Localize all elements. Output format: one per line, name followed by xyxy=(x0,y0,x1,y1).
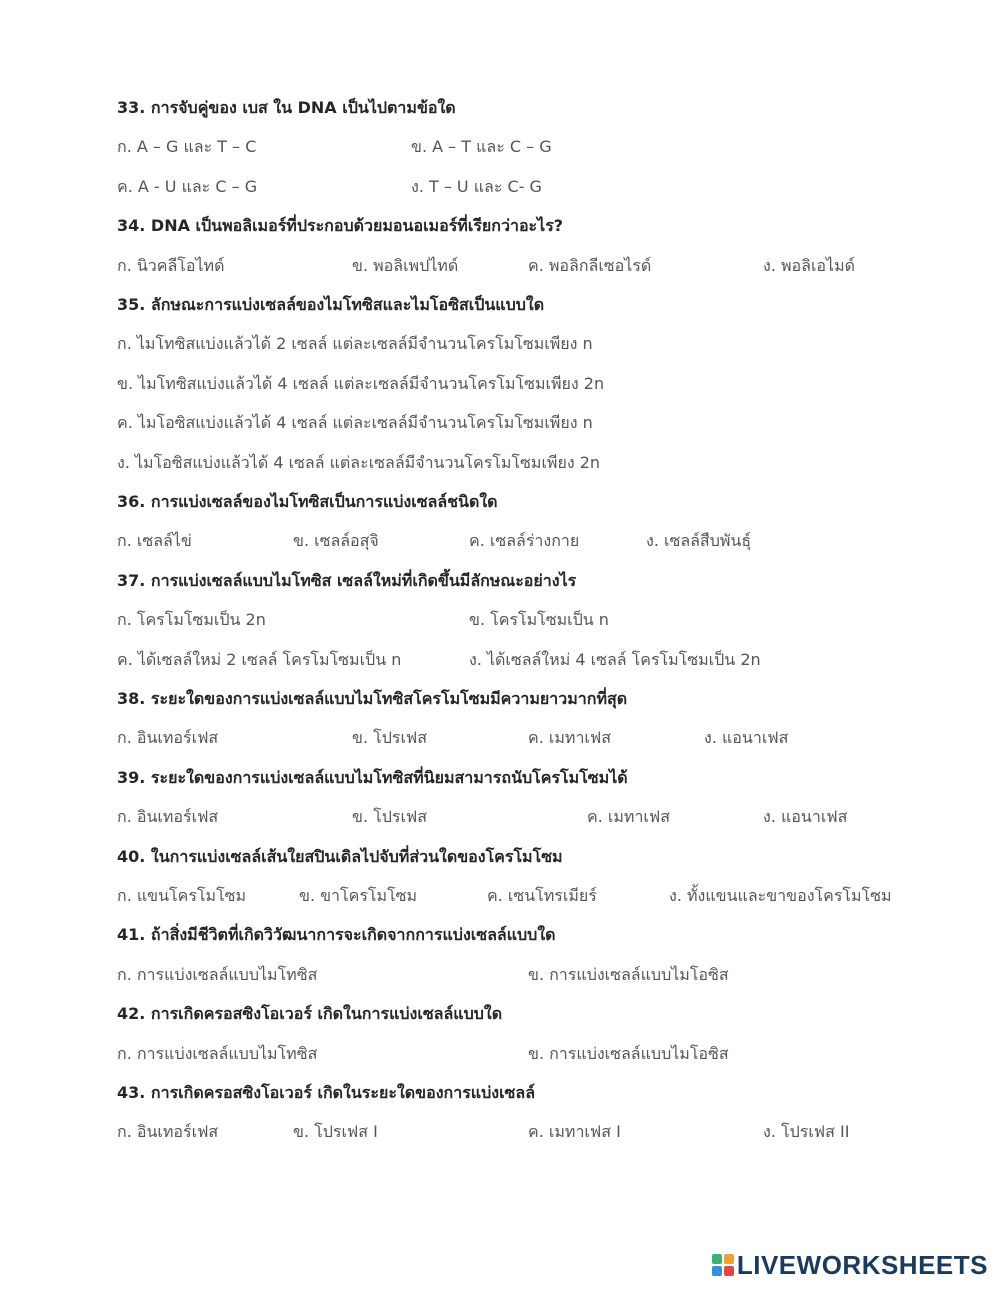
answer-option[interactable]: ก. อินเทอร์เฟส xyxy=(117,1122,219,1142)
answer-option[interactable]: ค. พอลิกลีเซอไรด์ xyxy=(528,255,652,275)
answer-option[interactable]: ค. ได้เซลล์ใหม่ 2 เซลล์ โครโมโซมเป็น n xyxy=(117,649,402,669)
options-row xyxy=(117,804,977,830)
answer-option[interactable]: ค. เมทาเฟส xyxy=(528,728,611,748)
answer-option[interactable]: ค. เมทาเฟส I xyxy=(528,1122,621,1142)
answer-option[interactable]: ก. อินเทอร์เฟส xyxy=(117,807,219,827)
answer-option[interactable]: ก. โครโมโซมเป็น 2n xyxy=(117,610,266,630)
options-row xyxy=(117,1041,977,1067)
answer-option[interactable]: ง. ได้เซลล์ใหม่ 4 เซลล์ โครโมโซมเป็น 2n xyxy=(469,649,761,669)
answer-option[interactable]: ข. โครโมโซมเป็น n xyxy=(469,610,609,630)
answer-option[interactable]: ง. โปรเฟส II xyxy=(763,1122,850,1142)
answer-option[interactable]: ก. อินเทอร์เฟส xyxy=(117,728,219,748)
answer-option[interactable]: ข. โปรเฟส xyxy=(352,807,428,827)
options-row xyxy=(117,253,977,279)
answer-option[interactable]: ง. ไมโอซิสแบ่งแล้วได้ 4 เซลล์ แต่ละเซลล์มีจำนวนโครโมโซมเพียง 2n xyxy=(117,452,601,472)
answer-option[interactable]: ข. เซลล์อสุจิ xyxy=(293,531,379,551)
options-row xyxy=(117,528,977,554)
answer-option[interactable]: ข. โปรเฟส xyxy=(352,728,428,748)
options-row xyxy=(117,725,977,751)
question-37: 37. การแบ่งเซลล์แบบไมโทซิส เซลล์ใหม่ที่เกิดขึ้นมีลักษณะอย่างไร xyxy=(117,570,577,590)
question-41: 41. ถ้าสิ่งมีชีวิตที่เกิดวิวัฒนาการจะเกิดจากการแบ่งเซลล์แบบใด xyxy=(117,925,556,945)
options-row xyxy=(117,450,977,476)
answer-option[interactable]: ก. การแบ่งเซลล์แบบไมโทซิส xyxy=(117,1043,318,1063)
answer-option[interactable]: ข. A – T และ C – G xyxy=(411,137,552,157)
logo-text: LIVEWORKSHEETS xyxy=(736,1249,988,1280)
options-row xyxy=(117,410,977,436)
options-row xyxy=(117,371,977,397)
options-row xyxy=(117,607,977,633)
answer-option[interactable]: ค. เซนโทรเมียร์ xyxy=(487,886,597,905)
question-38: 38. ระยะใดของการแบ่งเซลล์แบบไมโทซิสโครโมโซมมีความยาวมากที่สุด xyxy=(117,689,628,708)
options-row xyxy=(117,174,977,200)
answer-option[interactable]: ง. แอนาเฟส xyxy=(763,807,848,827)
options-row xyxy=(117,1119,977,1145)
answer-option[interactable]: ข. การแบ่งเซลล์แบบไมโอซิส xyxy=(528,1043,729,1063)
answer-option[interactable]: ก. นิวคลีโอไทด์ xyxy=(117,255,225,275)
answer-option[interactable]: ก. ไมโทซิสแบ่งแล้วได้ 2 เซลล์ แต่ละเซลล์มีจำนวนโครโมโซมเพียง n xyxy=(117,334,593,354)
answer-option[interactable]: ง. แอนาเฟส xyxy=(704,728,789,748)
question-36: 36. การแบ่งเซลล์ของไมโทซิสเป็นการแบ่งเซลล์ชนิดใด xyxy=(117,492,498,511)
question-43: 43. การเกิดครอสซิงโอเวอร์ เกิดในระยะใดของการแบ่งเซลล์ xyxy=(117,1083,535,1102)
answer-option[interactable]: ง. ทั้งแขนและขาของโครโมโซม xyxy=(669,886,892,905)
options-row xyxy=(117,331,977,357)
answer-option[interactable]: ง. เซลล์สืบพันธุ์ xyxy=(646,531,752,551)
options-row xyxy=(117,883,977,909)
answer-option[interactable]: ข. โปรเฟส I xyxy=(293,1122,378,1142)
answer-option[interactable]: ก. เซลล์ไข่ xyxy=(117,531,192,551)
question-34: 34. DNA เป็นพอลิเมอร์ที่ประกอบด้วยมอนอเมอร์ที่เรียกว่าอะไร? xyxy=(117,216,564,236)
liveworksheets-logo-icon xyxy=(712,1254,734,1276)
answer-option[interactable]: ก. แขนโครโมโซม xyxy=(117,886,247,905)
answer-option[interactable]: ก. A – G และ T – C xyxy=(117,137,257,157)
answer-option[interactable]: ข. การแบ่งเซลล์แบบไมโอซิส xyxy=(528,964,729,984)
answer-option[interactable]: ข. ขาโครโมโซม xyxy=(299,886,418,905)
answer-option[interactable]: ง. พอลิเอไมด์ xyxy=(763,255,856,275)
answer-option[interactable]: ข. ไมโทซิสแบ่งแล้วได้ 4 เซลล์ แต่ละเซลล์มีจำนวนโครโมโซมเพียง 2n xyxy=(117,373,605,393)
question-35: 35. ลักษณะการแบ่งเซลล์ของไมโทซิสและไมโอซิสเป็นแบบใด xyxy=(117,295,545,314)
answer-option[interactable]: ค. เซลล์ร่างกาย xyxy=(469,531,580,551)
options-row xyxy=(117,962,977,988)
answer-option[interactable]: ค. ไมโอซิสแบ่งแล้วได้ 4 เซลล์ แต่ละเซลล์มีจำนวนโครโมโซมเพียง n xyxy=(117,413,593,433)
options-row xyxy=(117,647,977,673)
answer-option[interactable]: ก. การแบ่งเซลล์แบบไมโทซิส xyxy=(117,964,318,984)
question-42: 42. การเกิดครอสซิงโอเวอร์ เกิดในการแบ่งเซลล์แบบใด xyxy=(117,1004,503,1024)
options-row xyxy=(117,134,977,160)
question-33: 33. การจับคู่ของ เบส ใน DNA เป็นไปตามข้อใด xyxy=(117,98,456,117)
answer-option[interactable]: ข. พอลิเพปไทด์ xyxy=(352,255,459,275)
question-39: 39. ระยะใดของการแบ่งเซลล์แบบไมโทซิสที่นิยมสามารถนับโครโมโซมได้ xyxy=(117,767,628,787)
answer-option[interactable]: ง. T – U และ C- G xyxy=(411,176,542,196)
answer-option[interactable]: ค. A - U และ C – G xyxy=(117,176,258,196)
question-40: 40. ในการแบ่งเซลล์เส้นใยสปินเดิลไปจับที่ส่วนใดของโครโมโซม xyxy=(117,846,563,866)
liveworksheets-logo xyxy=(712,1250,988,1280)
answer-option[interactable]: ค. เมทาเฟส xyxy=(587,807,670,827)
